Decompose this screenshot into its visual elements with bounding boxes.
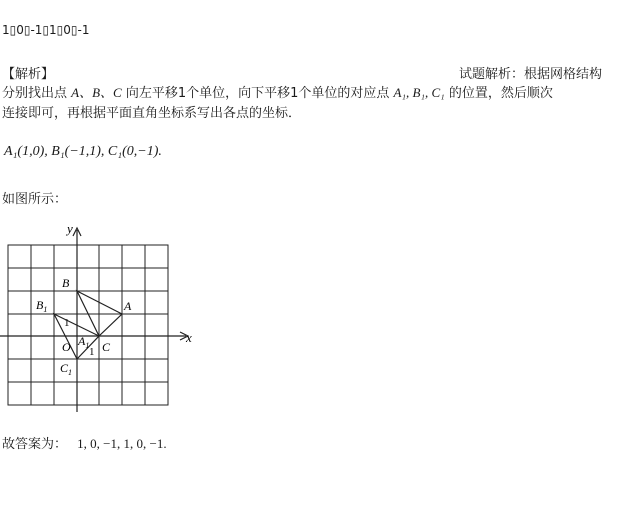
x-axis-label: x: [186, 330, 192, 345]
origin-label: O: [62, 340, 71, 354]
grid-lines: [8, 245, 168, 405]
line1-suffix: 的位置，然后顺次: [448, 86, 553, 101]
point-b-label: B: [62, 276, 70, 290]
answer-label: 故答案为：: [2, 437, 68, 452]
y-axis-label: y: [67, 222, 73, 236]
point-a1-letter: A: [78, 334, 86, 348]
point-b1-letter: B: [36, 298, 44, 312]
unit-label-y: 1: [64, 317, 70, 329]
point-a-label: A: [124, 299, 132, 313]
coordinate-grid-diagram: [0, 222, 200, 418]
point-c1-label: [60, 361, 72, 377]
line1-middle: 向左平移1个单位，向下平移1个单位的对应点: [125, 86, 390, 101]
answer-value: 1, 0, −1, 1, 0, −1.: [77, 436, 167, 451]
points-abc: A、B、C: [71, 85, 122, 100]
unit-label-x: 1: [89, 346, 95, 358]
point-c1-letter: C: [60, 361, 69, 375]
analysis-heading: 【解析】: [2, 67, 55, 82]
points-a1b1c1: A₁, B₁, C₁: [393, 85, 445, 100]
line1-prefix: 分别找出点: [2, 86, 68, 101]
figure-caption: 如图所示：: [2, 192, 68, 207]
header-answer-line: 1▯0▯-1▯1▯0▯-1: [2, 23, 90, 37]
point-b1-subscript: 1: [43, 305, 48, 314]
point-c-label: C: [102, 340, 111, 354]
point-a1-subscript: 1: [85, 341, 90, 350]
analysis-line-1: [2, 82, 553, 101]
analysis-line-2: 连接即可，再根据平面直角坐标系写出各点的坐标．: [2, 106, 302, 121]
coordinates-result: A₁(1,0), B₁(−1,1), C₁(0,−1).: [4, 144, 162, 159]
point-b1-label: [36, 298, 47, 314]
analysis-right-label: 试题解析：根据网格结构: [459, 67, 603, 82]
point-c1-subscript: 1: [68, 368, 73, 377]
answer-line: [2, 433, 167, 452]
